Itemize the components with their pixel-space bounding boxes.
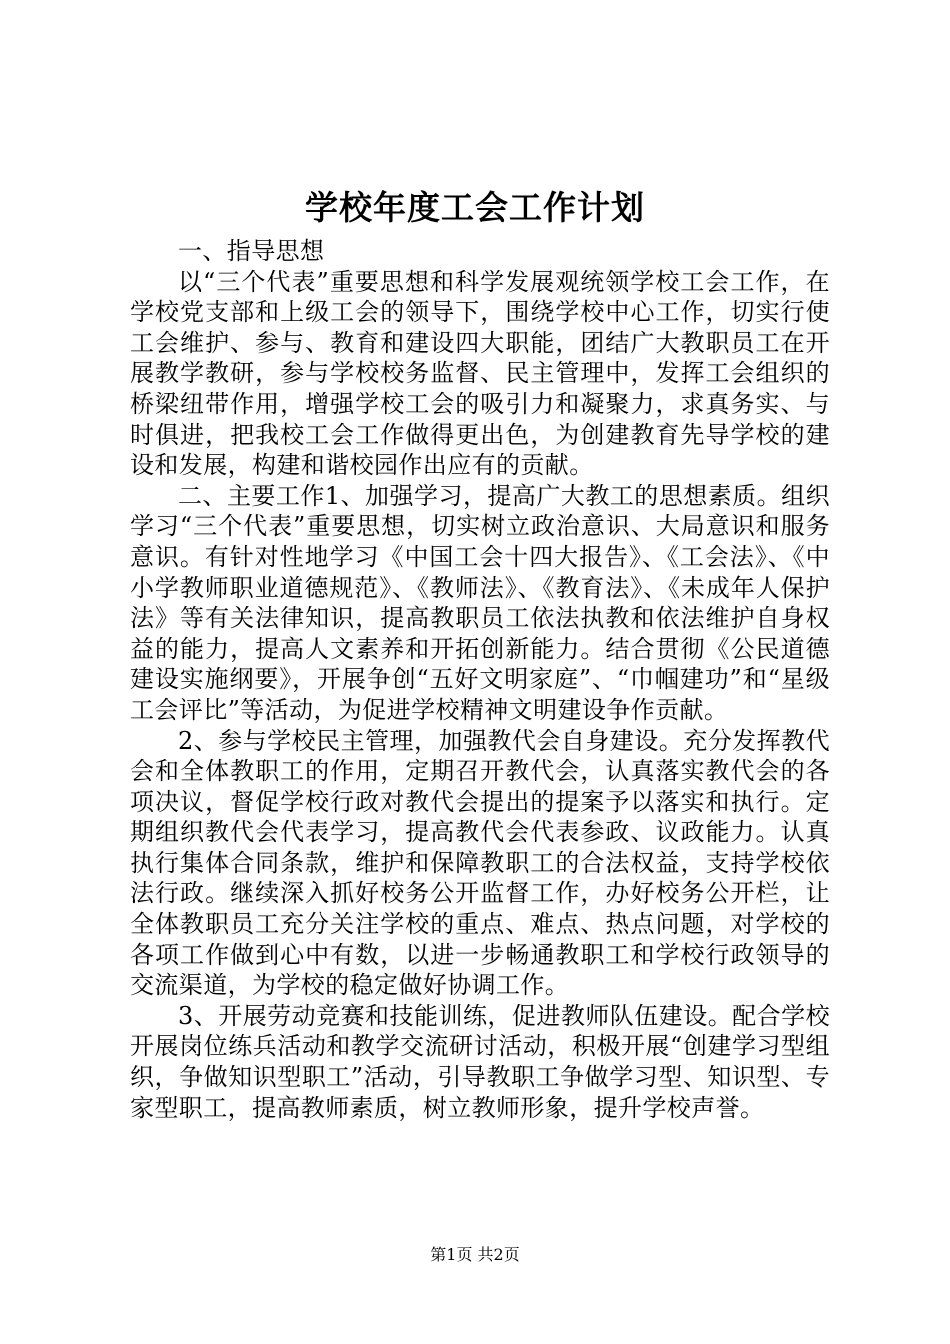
paragraph-guiding-ideology: 以“三个代表”重要思想和科学发展观统领学校工会工作，在学校党支部和上级工会的领导下，围绕学校中心工作，切实行使工会维护、参与、教育和建设四大职能，团结广大教职员工在开展教学教研，参与学校校务监督、民主管理中，发挥工会组织的桥梁纽带作用，增强学校工会的吸引力和凝聚力，求真务实、与时俱进，把我校工会工作做得更出色，为创建教育先导学校的建设和发展，构建和谐校园作出应有的贡献。 xyxy=(130,267,830,480)
page-footer: 第1页 共2页 xyxy=(430,1245,520,1264)
paragraph-main-work-study: 二、主要工作1、加强学习，提高广大教工的思想素质。组织学习“三个代表”重要思想，切实树立政治意识、大局意识和服务意识。有针对性地学习《中国工会十四大报告》、《工会法》、《中小学教师职业道德规范》、《教师法》、《教育法》、《未成年人保护法》等有关法律知识，提高教职员工依法执教和依法维护自身权益的能力，提高人文素养和开拓创新能力。结合贯彻《公民道德建设实施纲要》，开展争创“五好文明家庭”、“巾帼建功”和“星级工会评比”等活动，为促进学校精神文明建设争作贡献。 xyxy=(130,481,830,724)
document-title: 学校年度工会工作计划 xyxy=(305,188,645,227)
paragraph-democratic-management: 2、参与学校民主管理，加强教代会自身建设。充分发挥教代会和全体教职工的作用，定期召开教代会，认真落实教代会的各项决议，督促学校行政对教代会提出的提案予以落实和执行。定期组织教代会代表学习，提高教代会代表参政、议政能力。认真执行集体合同条款，维护和保障教职工的合法权益，支持学校依法行政。继续深入抓好校务公开监督工作，办好校务公开栏，让全体教职员工充分关注学校的重点、难点、热点问题，对学校的各项工作做到心中有数，以进一步畅通教职工和学校行政领导的交流渠道，为学校的稳定做好协调工作。 xyxy=(130,726,830,1000)
paragraph-labor-competition: 3、开展劳动竞赛和技能训练，促进教师队伍建设。配合学校开展岗位练兵活动和教学交流研讨活动，积极开展“创建学习型组织，争做知识型职工”活动，引导教职工争做学习型、知识型、专家型职工，提高教师素质，树立教师形象，提升学校声誉。 xyxy=(130,1001,830,1122)
section-heading-guiding-ideology: 一、指导思想 xyxy=(178,237,325,265)
document-body xyxy=(130,236,830,1123)
